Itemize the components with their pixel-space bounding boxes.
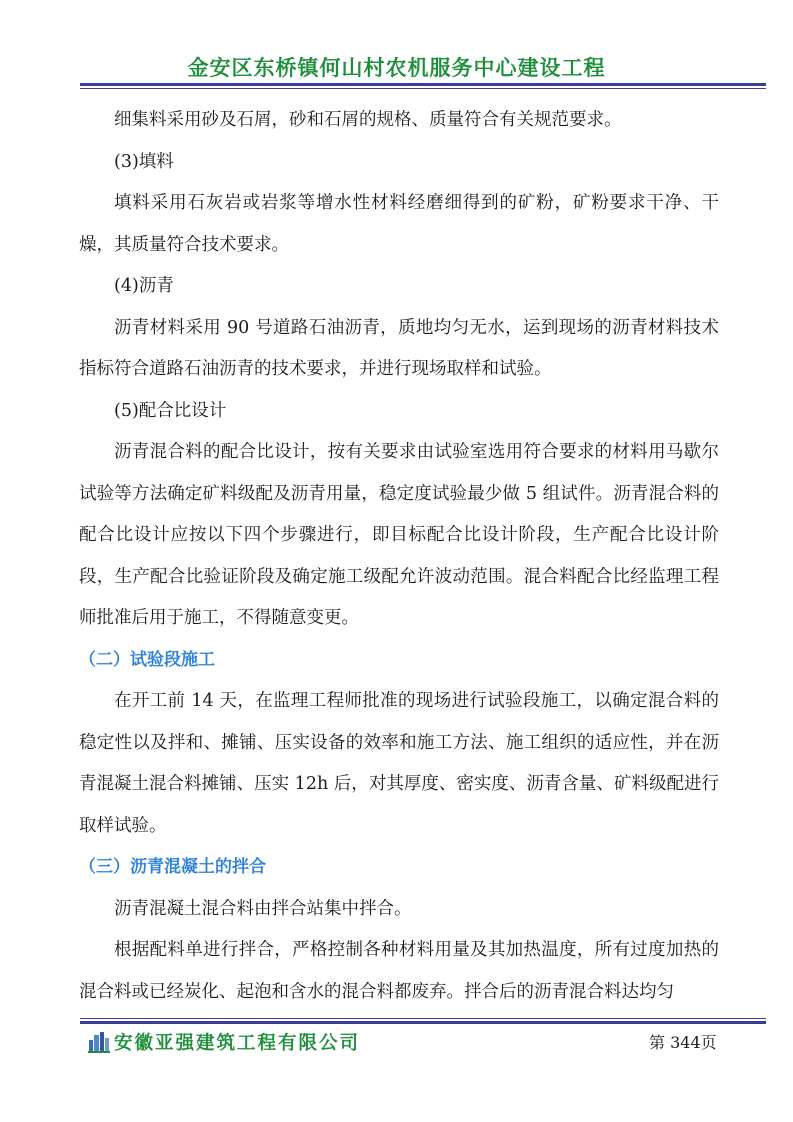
section-heading-mixing: （三）沥青混凝土的拌合 [79, 857, 266, 877]
page-number: 第 344页 [649, 1033, 717, 1052]
building-logo-icon [88, 1031, 110, 1053]
paragraph: 填料采用石灰岩或岩浆等增水性材料经磨细得到的矿粉，矿粉要求干净、干燥，其质量符合技术要求。 [79, 193, 719, 255]
subheading-asphalt: (4)沥青 [114, 276, 174, 296]
subheading-mix-design: (5)配合比设计 [114, 400, 227, 421]
header-rule-thin [80, 88, 766, 89]
paragraph: 沥青混合料的配合比设计，按有关要求由试验室选用符合要求的材料用马歇尔试验等方法确定矿料级配及沥青用量，稳定度试验最少做 5 组试件。沥青混合料的配合比设计应按以下四个步骤进行，即目标配合比设计阶段，生产配合比设计阶段，生产配合比验证阶段及确定施工级配允许波动范围。混合料配合比经监理工程师批准后用于施工，不得随意变更。 [79, 442, 719, 628]
section-heading-trial: （二）试验段施工 [79, 649, 215, 670]
subheading-filler: (3)填料 [114, 151, 174, 172]
paragraph: 沥青混凝土混合料由拌合站集中拌合。 [114, 898, 412, 919]
document-title: 金安区东桥镇何山村农机服务中心建设工程 [187, 56, 606, 80]
header-rule-thick [80, 83, 766, 86]
footer-rule-thick [80, 1021, 766, 1024]
paragraph: 沥青材料采用 90 号道路石油沥青，质地均匀无水，运到现场的沥青材料技术指标符合道路石油沥青的技术要求，并进行现场取样和试验。 [79, 317, 719, 379]
company-name: 安徽亚强建筑工程有限公司 [114, 1033, 361, 1054]
document-body [79, 100, 719, 1013]
footer-rule-thin [80, 1018, 766, 1019]
paragraph: 在开工前 14 天，在监理工程师批准的现场进行试验段施工，以确定混合料的稳定性以及拌和、摊铺、压实设备的效率和施工方法、施工组织的适应性，并在沥青混凝土混合料摊铺、压实 12h 后，对其厚度、密实度、沥青含量、矿料级配进行取样试验。 [79, 691, 719, 836]
paragraph: 细集料采用砂及石屑，砂和石屑的规格、质量符合有关规范要求。 [114, 110, 622, 130]
paragraph: 根据配料单进行拌合，严格控制各种材料用量及其加热温度，所有过度加热的混合料或已经炭化、起泡和含水的混合料都废弃。拌合后的沥青混合料达均匀 [79, 940, 719, 1002]
